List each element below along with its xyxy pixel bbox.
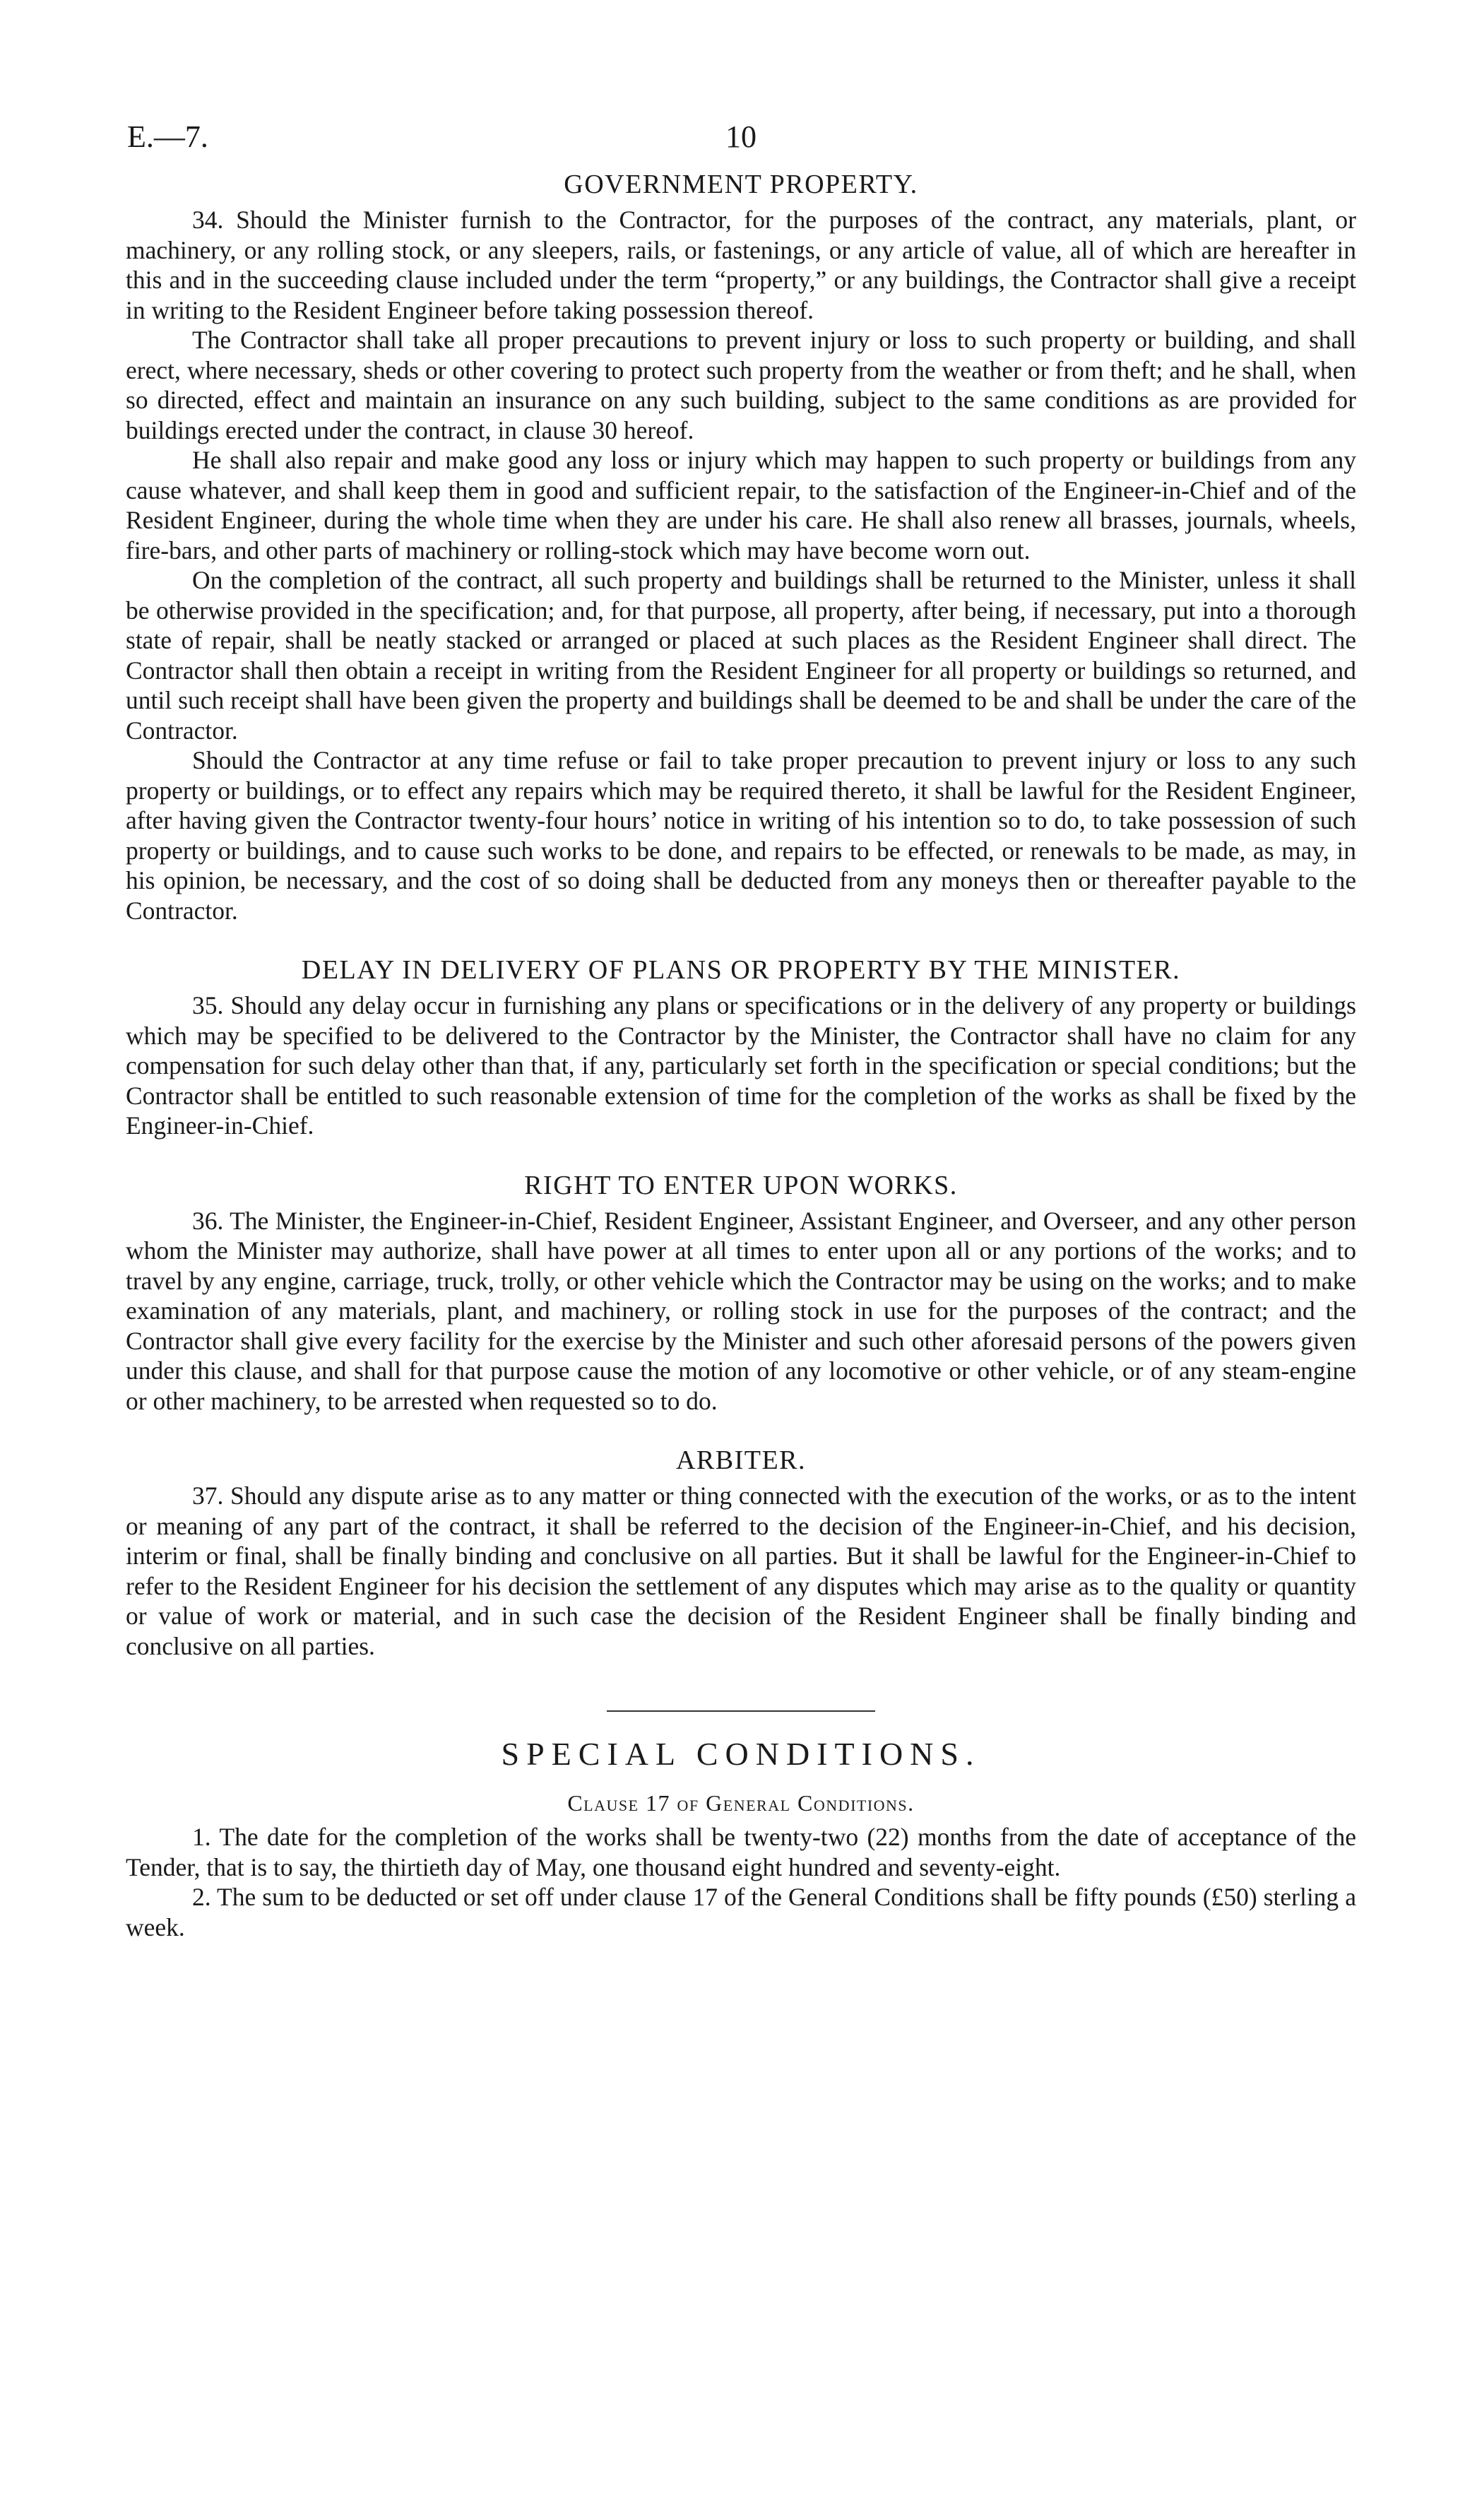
clause-34-paragraph: 34. Should the Minister furnish to the Contractor, for the purposes of the contract, any materials, plant, or machinery, or any rolling stock, or any sleepers, rails, or fastenings, or any article of value, all of which are hereafter in this and in the succeeding clause included under the term “property,” or any buildings, the Contractor shall give a receipt in writing to the Resident Engineer before taking possession thereof.	[126, 206, 1356, 324]
section-delay	[126, 954, 1356, 1141]
clause-34-return-paragraph: On the completion of the contract, all such property and buildings shall be returned to the Minister, unless it shall be otherwise provided in the specification; and, for that purpose, all property, after being, if necessary, put into a thorough state of repair, shall be neatly stacked or arranged or placed at such places as the Resident Engineer shall direct. The Contractor shall then obtain a receipt in writing from the Resident Engineer for all property or buildings so returned, and until such receipt shall have been given the property and buildings shall be deemed to be and shall be under the care of the Contractor.	[126, 566, 1356, 745]
section-right-to-enter	[126, 1169, 1356, 1416]
document-page	[126, 119, 1356, 1942]
document-reference: E.—7.	[127, 119, 208, 154]
clause-34-repair-paragraph: He shall also repair and make good any loss or injury which may happen to such property or buildings from any cause whatever, and shall keep them in good and sufficient repair, to the satisfaction of the Engineer-in-Chief and of the Resident Engineer, during the whole time when they are under his care. He shall also renew all brasses, journals, wheels, fire-bars, and other parts of machinery or rolling-stock which may have become worn out.	[126, 446, 1356, 564]
section-government-property	[126, 168, 1356, 925]
special-condition-1: 1. The date for the completion of the works shall be twenty-two (22) months from the date of acceptance of the Tender, that is to say, the thirtieth day of May, one thousand eight hundred and seventy-eight.	[126, 1823, 1356, 1881]
spacer	[126, 925, 1356, 954]
spacer	[126, 1141, 1356, 1169]
special-conditions-title: SPECIAL CONDITIONS.	[501, 1736, 981, 1772]
spacer	[126, 1416, 1356, 1444]
special-condition-2: 2. The sum to be deducted or set off under clause 17 of the General Conditions shall be fifty pounds (£50) sterling a week.	[126, 1883, 1356, 1941]
clause-37-paragraph: 37. Should any dispute arise as to any matter or thing connected with the execution of the works, or as to the intent or meaning of any part of the contract, it shall be referred to the decision of the Engineer-in-Chief, and his decision, interim or final, shall be finally binding and conclusive on all parties. But it shall be lawful for the Engineer-in-Chief to refer to the Resident Engineer for his decision the settlement of any disputes which may arise as to the quality or quantity or value of work or material, and in such case the decision of the Resident Engineer shall be finally binding and conclusive on all parties.	[126, 1481, 1356, 1660]
section-arbiter	[126, 1444, 1356, 1661]
divider-rule	[607, 1710, 875, 1712]
section-special-conditions	[126, 1733, 1356, 1942]
running-header	[126, 119, 1356, 168]
clause-36-paragraph: 36. The Minister, the Engineer-in-Chief, Resident Engineer, Assistant Engineer, and Overseer, and any other person whom the Minister may authorize, shall have power at all times to enter upon all or any portions of the works; and to travel by any engine, carriage, truck, trolly, or other vehicle which the Contractor may be using on the works; and to make examination of any materials, plant, and machinery, or rolling stock in use for the purposes of the contract; and the Contractor shall give every facility for the exercise by the Minister and such other aforesaid persons of the powers given under this clause, and shall for that purpose cause the motion of any locomotive or other vehicle, or of any steam-engine or other machinery, to be arrested when requested so to do.	[126, 1206, 1356, 1415]
section-heading: GOVERNMENT PROPERTY.	[564, 170, 918, 199]
special-conditions-subheading: Clause 17 of General Conditions.	[567, 1790, 915, 1816]
clause-35-paragraph: 35. Should any delay occur in furnishing any plans or specifications or in the delivery of any property or buildings which may be specified to be delivered to the Contractor by the Minister, the Contractor shall have no claim for any compensation for such delay other than that, if any, particularly set forth in the specification or special conditions; but the Contractor shall be entitled to such reasonable extension of time for the completion of the works as shall be fixed by the Engineer-in-Chief.	[126, 991, 1356, 1140]
clause-34-precautions-paragraph: The Contractor shall take all proper precautions to prevent injury or loss to such property or building, and shall erect, where necessary, sheds or other covering to protect such property from the weather or from theft; and he shall, when so directed, effect and maintain an insurance on any such building, subject to the same conditions as are provided for buildings erected under the contract, in clause 30 hereof.	[126, 326, 1356, 444]
section-heading: DELAY IN DELIVERY OF PLANS OR PROPERTY BY THE MINISTER.	[301, 955, 1181, 985]
section-heading: ARBITER.	[675, 1445, 807, 1475]
section-heading: RIGHT TO ENTER UPON WORKS.	[524, 1170, 958, 1200]
page-number: 10	[725, 119, 757, 154]
clause-34-default-paragraph: Should the Contractor at any time refuse or fail to take proper precaution to prevent injury or loss to any such property or buildings, or to effect any repairs which may be required thereto, it shall be lawful for the Resident Engineer, after having given the Contractor twenty-four hours’ notice in writing of his intention so to do, to take possession of such property or buildings, and to cause such works to be done, and repairs to be effected, or renewals to be made, as may, in his opinion, be necessary, and the cost of so doing shall be deducted from any moneys then or thereafter payable to the Contractor.	[126, 746, 1356, 925]
